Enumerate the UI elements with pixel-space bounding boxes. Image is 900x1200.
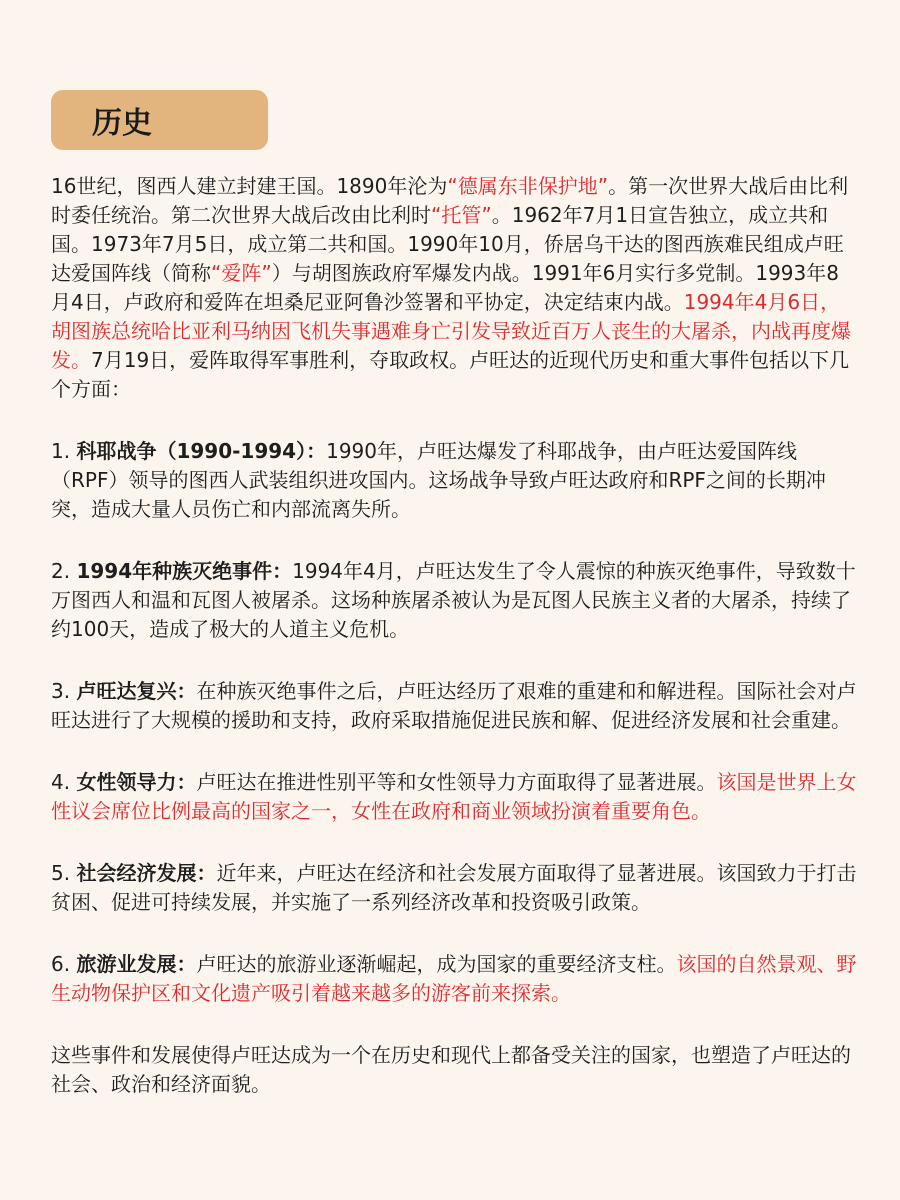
conclusion-paragraph: 这些事件和发展使得卢旺达成为一个在历史和现代上都备受关注的国家，也塑造了卢旺达的社会、政治和经济面貌。 bbox=[51, 1043, 851, 1096]
item-heading: 科耶战争（1990-1994）： bbox=[76, 439, 327, 463]
item-number: 3. bbox=[51, 679, 77, 703]
item-number: 6. bbox=[51, 952, 77, 976]
item-number: 1. bbox=[51, 439, 77, 463]
item-heading: 旅游业发展： bbox=[76, 952, 197, 976]
item-highlight: 该国的自然景观、野生动物保护区和文化遗产吸引着越来越多的游客前来探索。 bbox=[51, 952, 857, 1005]
article-body bbox=[51, 172, 857, 1132]
item-text: 1990年，卢旺达爆发了科耶战争，由卢旺达爱国阵线（RPF）领导的图西人武装组织进攻国内。这场战争导致卢旺达政府和RPF之间的长期冲突，造成大量人员伤亡和内部流离失所。 bbox=[51, 439, 826, 521]
item-text: 卢旺达的旅游业逐渐崛起，成为国家的重要经济支柱。 bbox=[196, 952, 677, 976]
item-heading: 社会经济发展： bbox=[76, 861, 217, 885]
item-number: 5. bbox=[51, 861, 77, 885]
item-heading: 女性领导力： bbox=[76, 770, 197, 794]
item-number: 4. bbox=[51, 770, 77, 794]
item-text: 近年来，卢旺达在经济和社会发展方面取得了显著进展。该国致力于打击贫困、促进可持续发展，并实施了一系列经济改革和投资吸引政策。 bbox=[51, 861, 857, 914]
item-heading: 1994年种族灭绝事件： bbox=[76, 559, 293, 583]
list-item-2 bbox=[51, 557, 857, 644]
intro-highlight-4: 1994年4月6日，胡图族总统哈比亚利马纳因飞机失事遇难身亡引发导致近百万人丧生的大屠杀，内战再度爆发。 bbox=[51, 290, 851, 372]
item-highlight: 该国是世界上女性议会席位比例最高的国家之一，女性在政府和商业领域扮演着重要角色。 bbox=[51, 770, 857, 823]
list-item-3 bbox=[51, 677, 857, 735]
item-text: 在种族灭绝事件之后，卢旺达经历了艰难的重建和和解进程。国际社会对卢旺达进行了大规模的援助和支持，政府采取措施促进民族和解、促进经济发展和社会重建。 bbox=[51, 679, 857, 732]
list-item-5 bbox=[51, 859, 857, 917]
intro-paragraph bbox=[51, 172, 857, 404]
intro-text-4: ）与胡图族政府军爆发内战。1991年6月实行多党制。1993年8月4日，卢政府和爱阵在坦桑尼亚阿鲁沙签署和平协定，决定结束内战。 bbox=[51, 261, 839, 314]
item-text: 卢旺达在推进性别平等和女性领导力方面取得了显著进展。 bbox=[196, 770, 717, 794]
item-text: 1994年4月，卢旺达发生了令人震惊的种族灭绝事件，导致数十万图西人和温和瓦图人被屠杀。这场种族屠杀被认为是瓦图人民族主义者的大屠杀，持续了约100天，造成了极大的人道主义危机。 bbox=[51, 559, 856, 641]
section-title: 历史 bbox=[92, 106, 152, 141]
item-number: 2. bbox=[51, 559, 77, 583]
list-item-1 bbox=[51, 437, 857, 524]
intro-text-1: 16世纪，图西人建立封建王国。1890年沦为 bbox=[51, 174, 448, 198]
intro-highlight-3: “爱阵” bbox=[211, 261, 272, 285]
intro-text-5: 7月19日，爱阵取得军事胜利，夺取政权。卢旺达的近现代历史和重大事件包括以下几个方面： bbox=[51, 348, 850, 401]
list-item-4 bbox=[51, 768, 857, 826]
intro-text-2: 。第一次世界大战后由比利时委任统治。第二次世界大战后改由比利时 bbox=[51, 174, 849, 227]
section-title-badge bbox=[51, 90, 268, 150]
list-item-6 bbox=[51, 950, 857, 1008]
item-heading: 卢旺达复兴： bbox=[76, 679, 197, 703]
intro-text-3: 。1962年7月1日宣告独立，成立共和国。1973年7月5日，成立第二共和国。1990年10月，侨居乌干达的图西族难民组成卢旺达爱国阵线（简称 bbox=[51, 203, 844, 285]
intro-highlight-2: “托管” bbox=[431, 203, 492, 227]
intro-highlight-1: “德属东非保护地” bbox=[447, 174, 609, 198]
